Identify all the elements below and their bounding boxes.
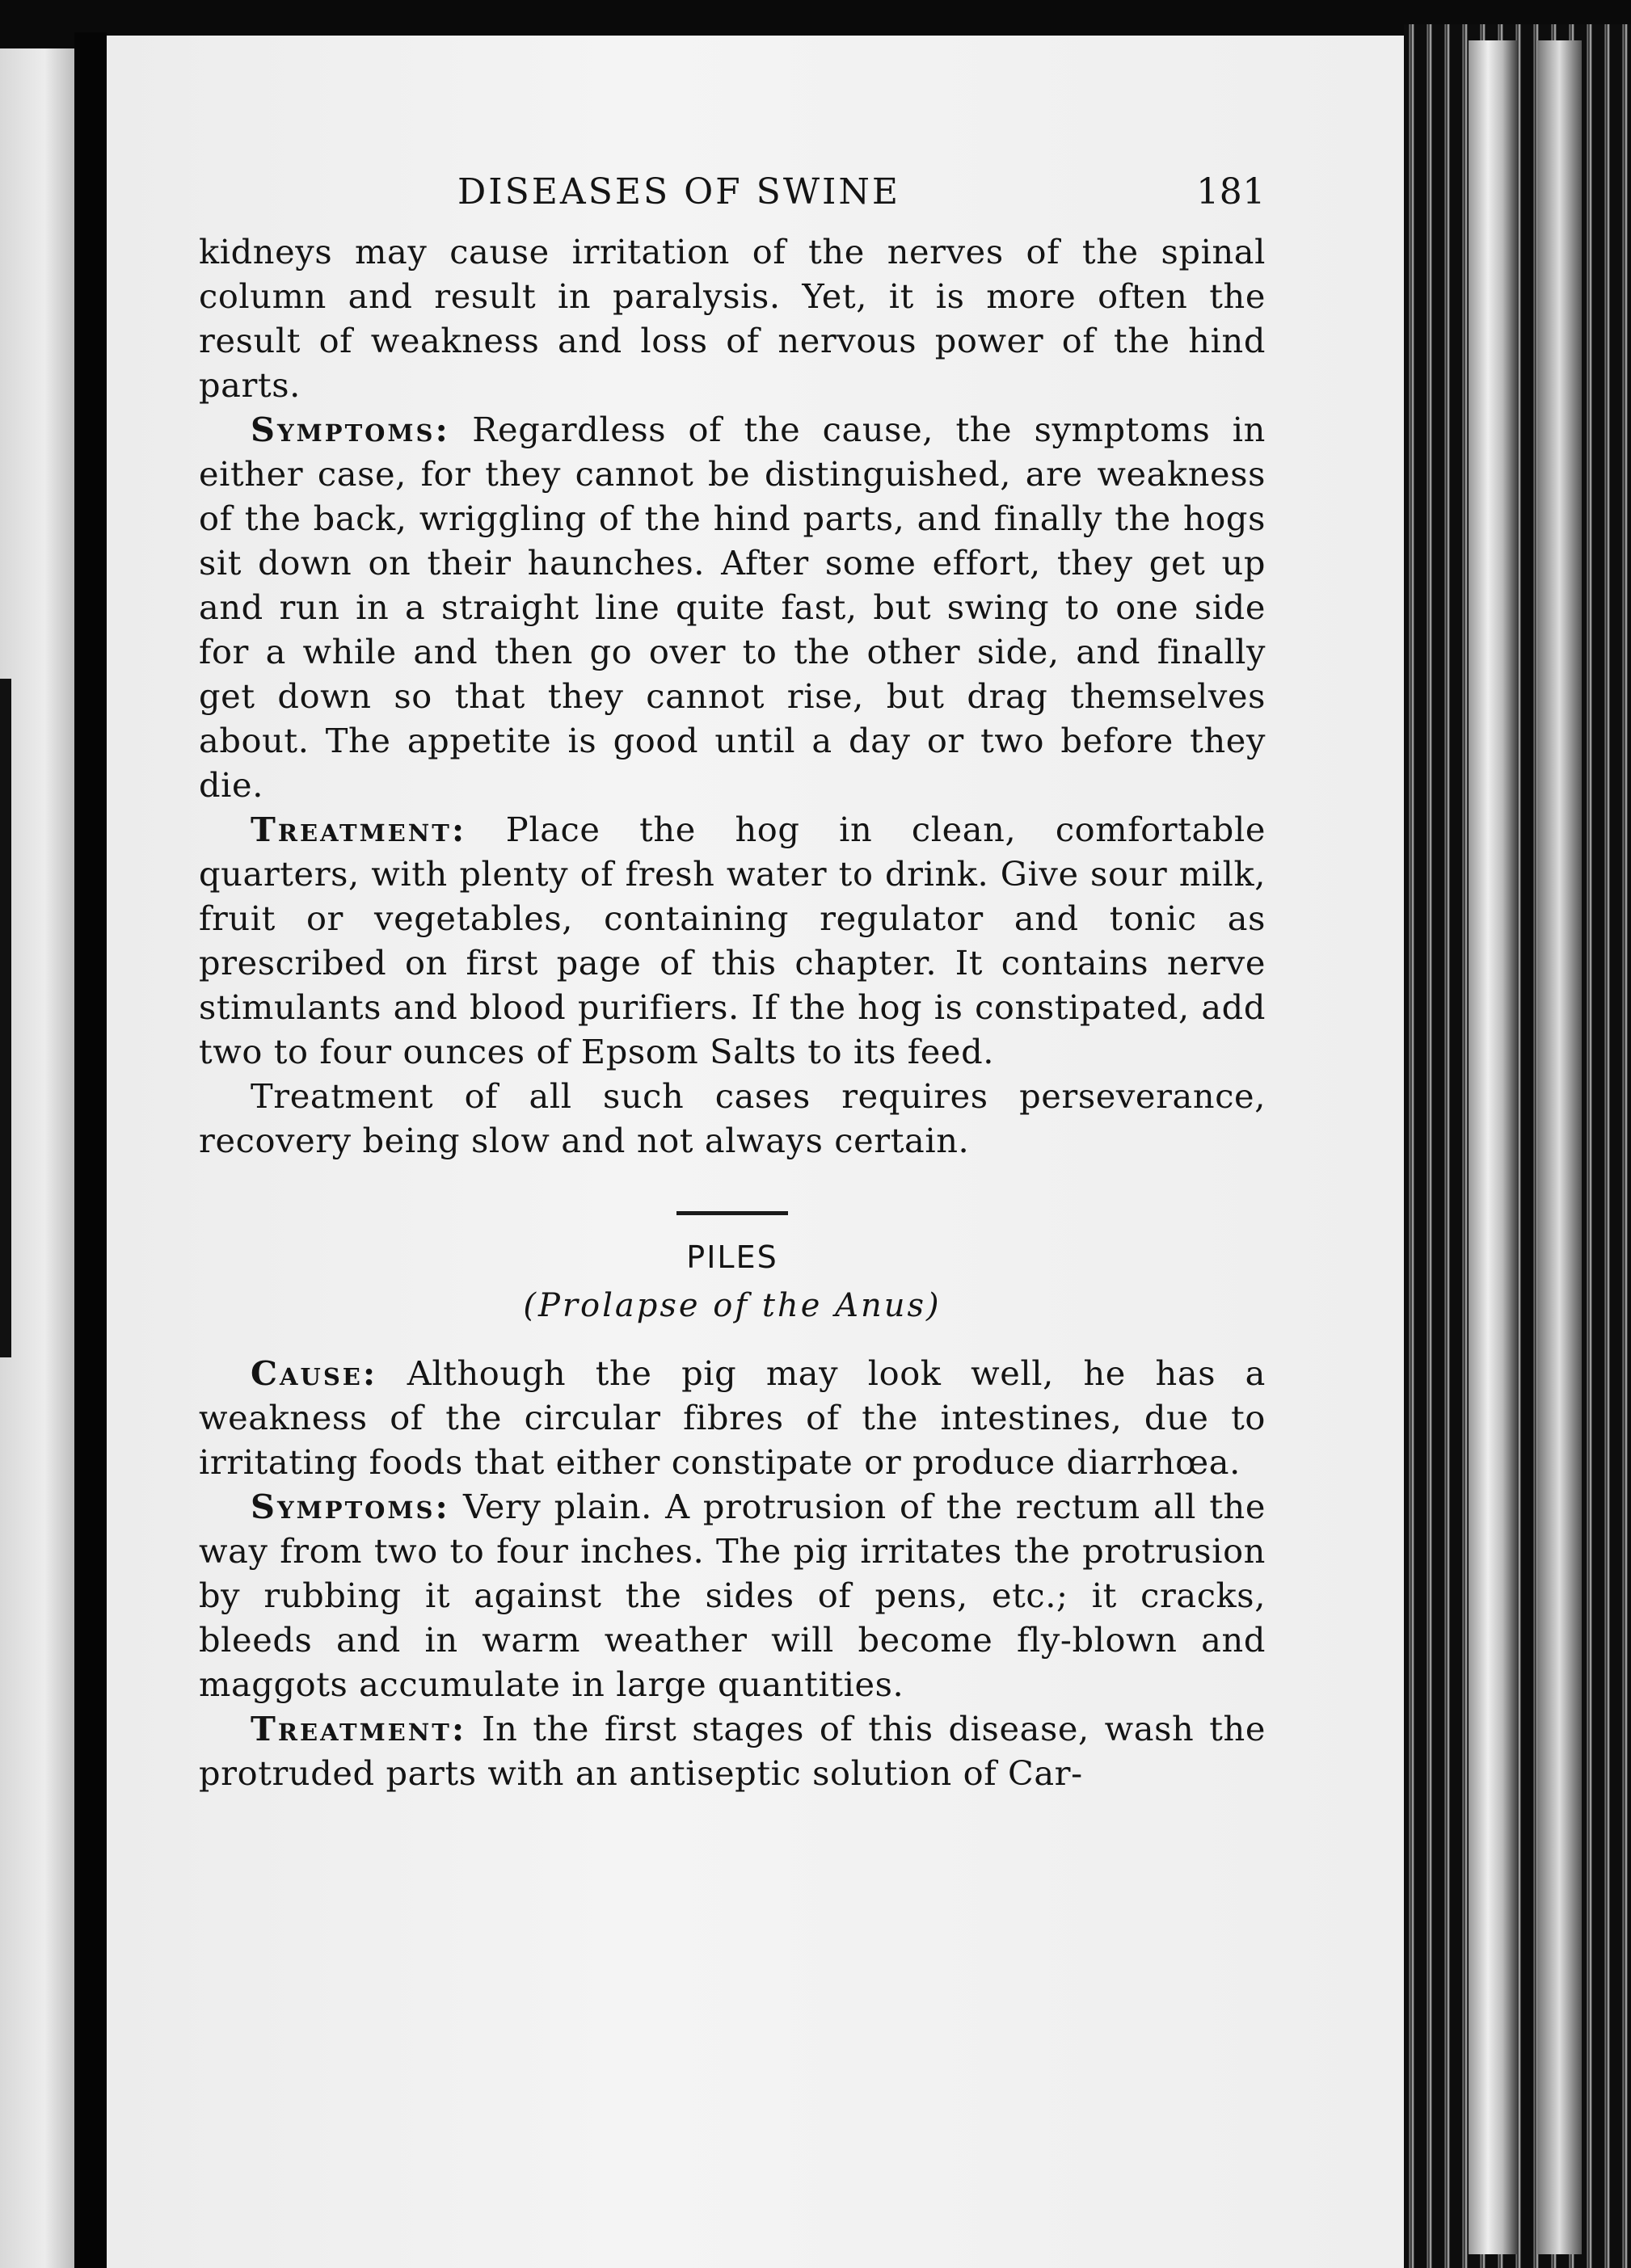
- section-title: PILES: [686, 1239, 778, 1275]
- piles-treatment-paragraph: [199, 1706, 1266, 1795]
- treatment-paragraph: [199, 807, 1266, 1074]
- page-number: 181: [1196, 171, 1266, 212]
- piles-treatment-text: In the first stages of this disease, wash the protruded parts with an antiseptic solution of Car-: [199, 1709, 1266, 1793]
- page-edge-highlight: [1469, 40, 1517, 2254]
- symptoms-paragraph: [199, 407, 1266, 807]
- piles-treatment-label: Treatment:: [251, 1709, 467, 1748]
- piles-symptoms-text: Very plain. A protrusion of the rectum all the way from two to four inches. The pig irritates the protrusion by rubbing it against the sides of pens, etc.; it cracks, bleeds and in warm weather will become fly-blown and maggots accumulate in large quantities.: [199, 1487, 1266, 1704]
- running-title: DISEASES OF SWINE: [457, 171, 901, 212]
- cause-label: Cause:: [251, 1353, 378, 1393]
- section-subtitle: (Prolapse of the Anus): [523, 1287, 942, 1324]
- book-gutter: [74, 32, 107, 2268]
- piles-symptoms-label: Symptoms:: [251, 1487, 450, 1526]
- symptoms-label: Symptoms:: [251, 410, 450, 449]
- treatment-label: Treatment:: [251, 810, 467, 849]
- left-page-shadow: [0, 679, 11, 1357]
- symptoms-text: Regardless of the cause, the symptoms in either case, for they cannot be distinguished, are weakness of the back, wriggling of the hind parts, and finally the hogs sit down on their haunches. After some effort, they get up and run in a straight line quite fast, but swing to one side for a while and then go over to the other side, and finally get down so that they cannot rise, but drag themselves about. The appetite is good until a day or two before they die.: [199, 410, 1266, 805]
- running-head: [457, 170, 1266, 218]
- treatment-text: Place the hog in clean, comfortable quarters, with plenty of fresh water to drink. Give sour milk, fruit or vegetables, containing regulator and tonic as prescribed on first page of this chapter. It contains nerve stimulants and blood purifiers. If the hog is constipated, add two to four ounces of Epsom Salts to its feed.: [199, 810, 1266, 1071]
- section-divider: [676, 1211, 788, 1215]
- piles-symptoms-paragraph: [199, 1484, 1266, 1706]
- closing-note-paragraph: Treatment of all such cases requires perseverance, recovery being slow and not always certain.: [199, 1076, 1266, 1160]
- continuation-paragraph: kidneys may cause irritation of the nerves of the spinal column and result in paralysis. Yet, it is more often the result of weakness and loss of nervous power of the hind parts.: [199, 232, 1266, 405]
- page-stack-edges: [1404, 24, 1631, 2268]
- page-edge-highlight: [1537, 40, 1582, 2254]
- page-text-block: [199, 170, 1266, 1795]
- cause-text: Although the pig may look well, he has a weakness of the circular fibres of the intestines, due to irritating foods that either constipate or produce diarrhœa.: [199, 1353, 1266, 1482]
- cause-paragraph: [199, 1351, 1266, 1484]
